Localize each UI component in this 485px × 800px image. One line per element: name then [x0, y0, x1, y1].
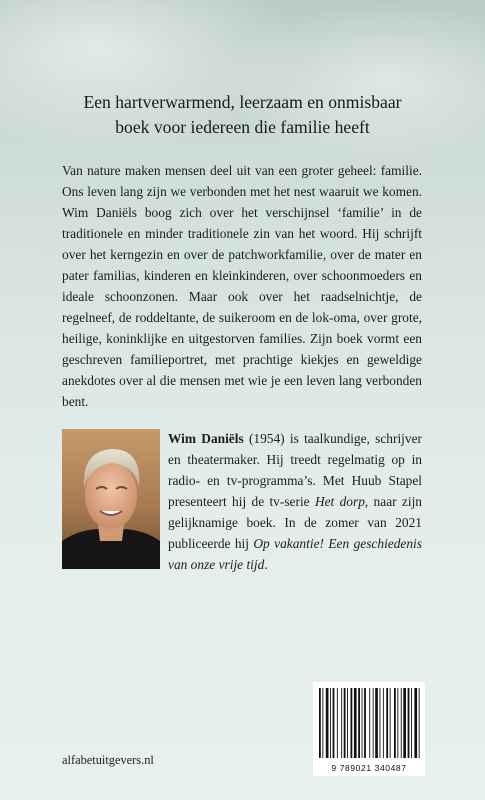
barcode-bar [397, 688, 398, 758]
author-name: Wim Daniëls [168, 431, 244, 446]
isbn-barcode [313, 682, 425, 776]
barcode-bar [351, 688, 353, 758]
publisher-website[interactable]: alfabetuitgevers.nl [62, 753, 154, 767]
barcode-bar [373, 688, 374, 758]
barcode-bar [354, 688, 357, 758]
barcode-bar [347, 688, 348, 758]
barcode-bar [383, 688, 384, 758]
barcode-bar [326, 688, 329, 758]
barcode-bar [358, 688, 360, 758]
author-bio: Wim Daniëls (1954) is taalkundige, schrijver en theatermaker. Hij treedt regelmatig op in radio- en tv-programma’s. Met Huub Stapel presenteert hij de tv-serie Het dorp, naar zijn gelijknamige boek. In de zomer van 2021 publiceerde hij Op vakantie! Een geschiedenis van onze vrije tijd. [168, 431, 422, 572]
barcode-bar [369, 688, 370, 758]
barcode-bar [403, 688, 406, 758]
tagline-line-2: boek voor iedereen die familie heeft [115, 117, 370, 137]
author-photo [62, 429, 160, 569]
barcode-bar [386, 688, 388, 758]
barcode-bar [375, 688, 378, 758]
barcode-bar [333, 688, 335, 758]
barcode-bar [408, 688, 410, 758]
book-title: Op vakantie! Een geschiedenis van onze vrije tijd [168, 536, 422, 572]
barcode-bar [414, 688, 417, 758]
barcode-bar [319, 688, 321, 758]
barcode-bar [330, 688, 331, 758]
barcode-bar [362, 688, 363, 758]
book-description: Van nature maken mensen deel uit van een groter geheel: familie. Ons leven lang zijn we verbonden met het nest waaruit we komen. Wim Daniëls boog zich over het verschijnsel ‘familie’ in de traditionele en minder traditionele zin van het woord. Hij schrijft over het kerngezin en over de patchworkfamilie, over de mater en pater familias, kinderen en kleinkinderen, over schoonmoeders en ideale schoonzonen. Maar ook over het raadselnichtje, de regelneef, de roddeltante, de suikeroom en de lok-oma, over grote, heilige, koninklijke en uitgestorven families. Zijn boek vormt een geschreven familieportret, met prachtige kiekjes en geweldige anekdotes over al die mensen met wie je een leven lang verbonden bent. [62, 163, 422, 409]
barcode-bar [394, 688, 396, 758]
tagline-line-1: Een hartverwarmend, leerzaam en onmisbaar [83, 92, 402, 112]
tagline-heading [30, 90, 455, 140]
barcode-bar [341, 688, 342, 758]
barcode-bar [364, 688, 366, 758]
barcode-bar [337, 688, 338, 758]
barcode-bar [322, 688, 323, 758]
tv-series-title: Het dorp [314, 494, 365, 509]
barcode-bar [344, 688, 346, 758]
isbn-number: 9 789021 340487 [331, 763, 407, 773]
barcode-bar [411, 688, 412, 758]
barcode-bar [401, 688, 402, 758]
barcode-bar [390, 688, 391, 758]
barcode-bar [380, 688, 381, 758]
barcode-bar [419, 688, 420, 758]
